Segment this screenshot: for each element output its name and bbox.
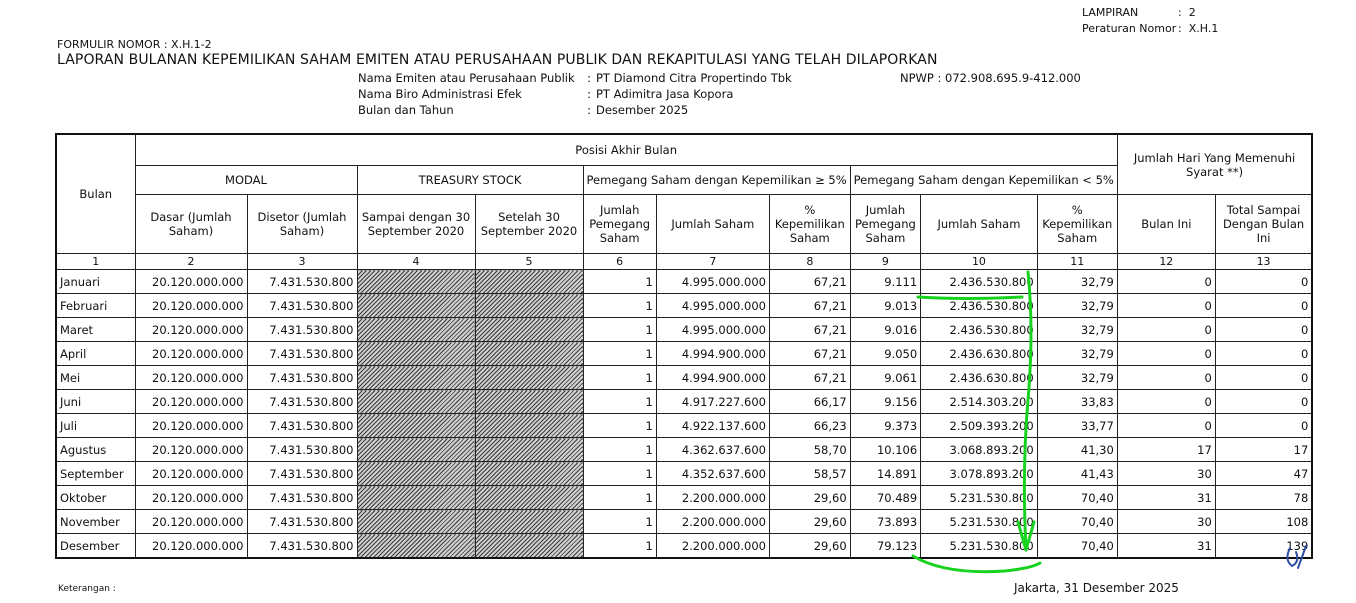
header-below5: Pemegang Saham dengan Kepemilikan < 5% [850, 166, 1117, 195]
cell-bulan: Desember [56, 534, 135, 559]
cell-bulan-ini: 0 [1117, 414, 1215, 438]
cell-bulan: Februari [56, 294, 135, 318]
column-number: 11 [1037, 254, 1117, 270]
cell-jumlah-pemegang-above5: 1 [583, 438, 656, 462]
cell-jumlah-pemegang-below5: 79.123 [850, 534, 921, 559]
emiten-label: Nama Emiten atau Perusahaan Publik [358, 71, 575, 85]
table-row [56, 390, 1312, 414]
cell-disetor: 7.431.530.800 [247, 342, 357, 366]
cell-treasury-setelah [475, 510, 583, 534]
biro-value: PT Adimitra Jasa Kopora [596, 87, 734, 101]
cell-bulan-ini: 0 [1117, 294, 1215, 318]
cell-jumlah-saham-above5: 4.917.227.600 [656, 390, 769, 414]
cell-jumlah-pemegang-below5: 9.050 [850, 342, 921, 366]
lampiran-label: LAMPIRAN [1082, 6, 1139, 19]
cell-jumlah-saham-below5: 5.231.530.800 [921, 534, 1038, 559]
table-row [56, 342, 1312, 366]
cell-jumlah-pemegang-above5: 1 [583, 510, 656, 534]
cell-jumlah-pemegang-above5: 1 [583, 318, 656, 342]
table-body [56, 270, 1312, 559]
cell-jumlah-pemegang-above5: 1 [583, 414, 656, 438]
cell-jumlah-saham-above5: 4.352.637.600 [656, 462, 769, 486]
cell-jumlah-pemegang-above5: 1 [583, 270, 656, 294]
cell-bulan: Agustus [56, 438, 135, 462]
header-jumlah-pemegang-1: Jumlah Pemegang Saham [583, 195, 656, 254]
cell-disetor: 7.431.530.800 [247, 462, 357, 486]
cell-pct-below5: 70,40 [1037, 534, 1117, 559]
cell-dasar: 20.120.000.000 [135, 486, 247, 510]
cell-disetor: 7.431.530.800 [247, 270, 357, 294]
cell-pct-below5: 32,79 [1037, 318, 1117, 342]
biro-colon: : [587, 87, 591, 101]
cell-disetor: 7.431.530.800 [247, 318, 357, 342]
cell-bulan: Mei [56, 366, 135, 390]
cell-jumlah-saham-above5: 4.995.000.000 [656, 318, 769, 342]
cell-disetor: 7.431.530.800 [247, 534, 357, 559]
cell-dasar: 20.120.000.000 [135, 462, 247, 486]
cell-jumlah-pemegang-below5: 70.489 [850, 486, 921, 510]
cell-bulan-ini: 31 [1117, 534, 1215, 559]
cell-pct-below5: 33,83 [1037, 390, 1117, 414]
table-row [56, 486, 1312, 510]
emiten-colon: : [587, 71, 591, 85]
cell-pct-above5: 67,21 [769, 342, 850, 366]
header-jumlah-saham-1: Jumlah Saham [656, 195, 769, 254]
cell-pct-above5: 67,21 [769, 366, 850, 390]
cell-jumlah-saham-above5: 2.200.000.000 [656, 486, 769, 510]
cell-disetor: 7.431.530.800 [247, 510, 357, 534]
cell-treasury-sampai [357, 486, 475, 510]
cell-bulan: Maret [56, 318, 135, 342]
cell-jumlah-pemegang-above5: 1 [583, 462, 656, 486]
cell-treasury-setelah [475, 486, 583, 510]
cell-jumlah-pemegang-below5: 9.061 [850, 366, 921, 390]
cell-jumlah-pemegang-below5: 73.893 [850, 510, 921, 534]
cell-jumlah-pemegang-below5: 14.891 [850, 462, 921, 486]
cell-dasar: 20.120.000.000 [135, 270, 247, 294]
header-sampai: Sampai dengan 30 September 2020 [357, 195, 475, 254]
table-row [56, 462, 1312, 486]
period-value: Desember 2025 [596, 103, 689, 117]
peraturan-label: Peraturan Nomor [1082, 22, 1177, 35]
cell-disetor: 7.431.530.800 [247, 414, 357, 438]
cell-dasar: 20.120.000.000 [135, 438, 247, 462]
cell-disetor: 7.431.530.800 [247, 486, 357, 510]
cell-pct-below5: 70,40 [1037, 510, 1117, 534]
cell-dasar: 20.120.000.000 [135, 342, 247, 366]
cell-treasury-sampai [357, 366, 475, 390]
header-bulan-ini: Bulan Ini [1117, 195, 1215, 254]
cell-bulan: Januari [56, 270, 135, 294]
cell-pct-below5: 41,43 [1037, 462, 1117, 486]
cell-total: 0 [1215, 366, 1312, 390]
peraturan-value: X.H.1 [1188, 22, 1219, 35]
column-number: 10 [921, 254, 1038, 270]
table-row [56, 366, 1312, 390]
cell-jumlah-saham-above5: 4.995.000.000 [656, 294, 769, 318]
biro-label: Nama Biro Administrasi Efek [358, 87, 522, 101]
column-number: 9 [850, 254, 921, 270]
cell-jumlah-saham-above5: 4.922.137.600 [656, 414, 769, 438]
cell-pct-below5: 32,79 [1037, 366, 1117, 390]
cell-jumlah-saham-below5: 2.509.393.200 [921, 414, 1038, 438]
cell-treasury-setelah [475, 342, 583, 366]
cell-dasar: 20.120.000.000 [135, 318, 247, 342]
cell-dasar: 20.120.000.000 [135, 510, 247, 534]
header-pct-2: % Kepemilikan Saham [1037, 195, 1117, 254]
cell-pct-below5: 33,77 [1037, 414, 1117, 438]
cell-disetor: 7.431.530.800 [247, 438, 357, 462]
cell-jumlah-pemegang-above5: 1 [583, 486, 656, 510]
cell-treasury-sampai [357, 462, 475, 486]
cell-bulan-ini: 0 [1117, 342, 1215, 366]
cell-pct-below5: 41,30 [1037, 438, 1117, 462]
cell-pct-above5: 29,60 [769, 486, 850, 510]
form-number: FORMULIR NOMOR : X.H.1-2 [57, 38, 212, 51]
header-total: Total Sampai Dengan Bulan Ini [1215, 195, 1312, 254]
cell-jumlah-pemegang-above5: 1 [583, 390, 656, 414]
cell-total: 139 [1215, 534, 1312, 559]
cell-bulan-ini: 0 [1117, 318, 1215, 342]
cell-treasury-setelah [475, 318, 583, 342]
table-row [56, 534, 1312, 559]
lampiran-line [1082, 6, 1196, 19]
cell-treasury-sampai [357, 294, 475, 318]
cell-treasury-sampai [357, 534, 475, 559]
cell-jumlah-saham-above5: 2.200.000.000 [656, 510, 769, 534]
cell-treasury-setelah [475, 438, 583, 462]
cell-total: 0 [1215, 390, 1312, 414]
cell-pct-below5: 32,79 [1037, 342, 1117, 366]
cell-jumlah-saham-below5: 5.231.530.800 [921, 486, 1038, 510]
cell-pct-above5: 29,60 [769, 510, 850, 534]
cell-jumlah-saham-above5: 4.995.000.000 [656, 270, 769, 294]
header-disetor: Disetor (Jumlah Saham) [247, 195, 357, 254]
cell-disetor: 7.431.530.800 [247, 390, 357, 414]
cell-pct-below5: 32,79 [1037, 294, 1117, 318]
cell-disetor: 7.431.530.800 [247, 294, 357, 318]
cell-pct-above5: 67,21 [769, 318, 850, 342]
cell-dasar: 20.120.000.000 [135, 390, 247, 414]
cell-treasury-sampai [357, 318, 475, 342]
cell-jumlah-saham-above5: 4.362.637.600 [656, 438, 769, 462]
cell-treasury-sampai [357, 342, 475, 366]
cell-jumlah-saham-below5: 2.514.303.200 [921, 390, 1038, 414]
column-number: 12 [1117, 254, 1215, 270]
header-modal: MODAL [135, 166, 357, 195]
cell-jumlah-pemegang-below5: 9.111 [850, 270, 921, 294]
cell-dasar: 20.120.000.000 [135, 366, 247, 390]
cell-bulan: Oktober [56, 486, 135, 510]
header-treasury: TREASURY STOCK [357, 166, 583, 195]
cell-bulan: Juni [56, 390, 135, 414]
cell-bulan-ini: 31 [1117, 486, 1215, 510]
period-label: Bulan dan Tahun [358, 103, 454, 117]
lampiran-value: 2 [1188, 6, 1196, 19]
cell-jumlah-pemegang-above5: 1 [583, 294, 656, 318]
cell-jumlah-saham-above5: 4.994.900.000 [656, 366, 769, 390]
column-number: 4 [357, 254, 475, 270]
cell-pct-below5: 32,79 [1037, 270, 1117, 294]
cell-jumlah-pemegang-above5: 1 [583, 342, 656, 366]
table-row [56, 438, 1312, 462]
cell-jumlah-saham-below5: 5.231.530.800 [921, 510, 1038, 534]
report-title: LAPORAN BULANAN KEPEMILIKAN SAHAM EMITEN ATAU PERUSAHAAN PUBLIK DAN REKAPITULASI YANG TELAH DILAPORKAN [57, 52, 938, 68]
cell-treasury-setelah [475, 270, 583, 294]
cell-pct-above5: 66,23 [769, 414, 850, 438]
header-hari: Jumlah Hari Yang Memenuhi Syarat **) [1117, 134, 1312, 195]
cell-treasury-sampai [357, 438, 475, 462]
cell-jumlah-pemegang-below5: 9.016 [850, 318, 921, 342]
column-number: 1 [56, 254, 135, 270]
lampiran-colon: : [1178, 6, 1182, 19]
cell-bulan: Juli [56, 414, 135, 438]
peraturan-colon: : [1178, 22, 1182, 35]
header-dasar: Dasar (Jumlah Saham) [135, 195, 247, 254]
cell-jumlah-saham-below5: 2.436.530.800 [921, 318, 1038, 342]
column-number: 13 [1215, 254, 1312, 270]
cell-total: 17 [1215, 438, 1312, 462]
cell-bulan-ini: 30 [1117, 462, 1215, 486]
cell-jumlah-saham-above5: 4.994.900.000 [656, 342, 769, 366]
cell-jumlah-saham-below5: 2.436.630.800 [921, 342, 1038, 366]
ownership-table [55, 133, 1313, 559]
cell-jumlah-saham-below5: 3.078.893.200 [921, 462, 1038, 486]
info-biro [358, 87, 733, 101]
column-number: 3 [247, 254, 357, 270]
column-number: 2 [135, 254, 247, 270]
cell-jumlah-saham-below5: 3.068.893.200 [921, 438, 1038, 462]
emiten-value: PT Diamond Citra Propertindo Tbk [596, 71, 792, 85]
cell-jumlah-saham-below5: 2.436.630.800 [921, 366, 1038, 390]
period-colon: : [587, 103, 591, 117]
column-number: 8 [769, 254, 850, 270]
table-row [56, 414, 1312, 438]
cell-pct-above5: 67,21 [769, 270, 850, 294]
cell-treasury-sampai [357, 390, 475, 414]
footer-place-date: Jakarta, 31 Desember 2025 [1014, 581, 1179, 595]
cell-bulan: November [56, 510, 135, 534]
cell-jumlah-pemegang-below5: 10.106 [850, 438, 921, 462]
cell-jumlah-pemegang-above5: 1 [583, 534, 656, 559]
cell-disetor: 7.431.530.800 [247, 366, 357, 390]
cell-bulan-ini: 0 [1117, 390, 1215, 414]
cell-bulan-ini: 0 [1117, 270, 1215, 294]
header-pct-1: % Kepemilikan Saham [769, 195, 850, 254]
npwp: NPWP : 072.908.695.9-412.000 [900, 71, 1081, 85]
cell-dasar: 20.120.000.000 [135, 414, 247, 438]
header-above5: Pemegang Saham dengan Kepemilikan ≥ 5% [583, 166, 850, 195]
cell-jumlah-pemegang-below5: 9.013 [850, 294, 921, 318]
cell-pct-above5: 67,21 [769, 294, 850, 318]
column-number: 6 [583, 254, 656, 270]
peraturan-line [1082, 22, 1218, 35]
cell-total: 0 [1215, 414, 1312, 438]
cell-total: 108 [1215, 510, 1312, 534]
cell-total: 0 [1215, 294, 1312, 318]
cell-pct-above5: 58,70 [769, 438, 850, 462]
header-jumlah-pemegang-2: Jumlah Pemegang Saham [850, 195, 921, 254]
cell-pct-above5: 29,60 [769, 534, 850, 559]
header-posisi: Posisi Akhir Bulan [135, 134, 1117, 166]
info-emiten [358, 71, 792, 85]
cell-treasury-sampai [357, 414, 475, 438]
cell-total: 78 [1215, 486, 1312, 510]
cell-treasury-setelah [475, 414, 583, 438]
cell-pct-below5: 70,40 [1037, 486, 1117, 510]
cell-bulan-ini: 17 [1117, 438, 1215, 462]
cell-treasury-setelah [475, 390, 583, 414]
cell-jumlah-pemegang-below5: 9.373 [850, 414, 921, 438]
cell-bulan-ini: 0 [1117, 366, 1215, 390]
footer-keterangan: Keterangan : [58, 584, 116, 594]
cell-total: 47 [1215, 462, 1312, 486]
cell-bulan: September [56, 462, 135, 486]
cell-jumlah-pemegang-below5: 9.156 [850, 390, 921, 414]
cell-dasar: 20.120.000.000 [135, 294, 247, 318]
column-number: 7 [656, 254, 769, 270]
header-bulan: Bulan [56, 134, 135, 254]
cell-treasury-setelah [475, 534, 583, 559]
cell-total: 0 [1215, 270, 1312, 294]
cell-pct-above5: 66,17 [769, 390, 850, 414]
table-row [56, 510, 1312, 534]
info-period [358, 103, 688, 117]
cell-jumlah-saham-above5: 2.200.000.000 [656, 534, 769, 559]
cell-pct-above5: 58,57 [769, 462, 850, 486]
table-row [56, 318, 1312, 342]
cell-treasury-sampai [357, 510, 475, 534]
cell-bulan-ini: 30 [1117, 510, 1215, 534]
cell-treasury-sampai [357, 270, 475, 294]
cell-dasar: 20.120.000.000 [135, 534, 247, 559]
column-number-row [56, 254, 1312, 270]
cell-treasury-setelah [475, 294, 583, 318]
cell-jumlah-pemegang-above5: 1 [583, 366, 656, 390]
header-setelah: Setelah 30 September 2020 [475, 195, 583, 254]
cell-total: 0 [1215, 342, 1312, 366]
cell-jumlah-saham-below5: 2.436.530.800 [921, 294, 1038, 318]
header-row-1 [56, 134, 1312, 166]
cell-treasury-setelah [475, 462, 583, 486]
header-jumlah-saham-2: Jumlah Saham [921, 195, 1038, 254]
cell-treasury-setelah [475, 366, 583, 390]
cell-total: 0 [1215, 318, 1312, 342]
cell-jumlah-saham-below5: 2.436.530.800 [921, 270, 1038, 294]
column-number: 5 [475, 254, 583, 270]
table-row [56, 270, 1312, 294]
header-row-3 [56, 195, 1312, 254]
cell-bulan: April [56, 342, 135, 366]
table-row [56, 294, 1312, 318]
